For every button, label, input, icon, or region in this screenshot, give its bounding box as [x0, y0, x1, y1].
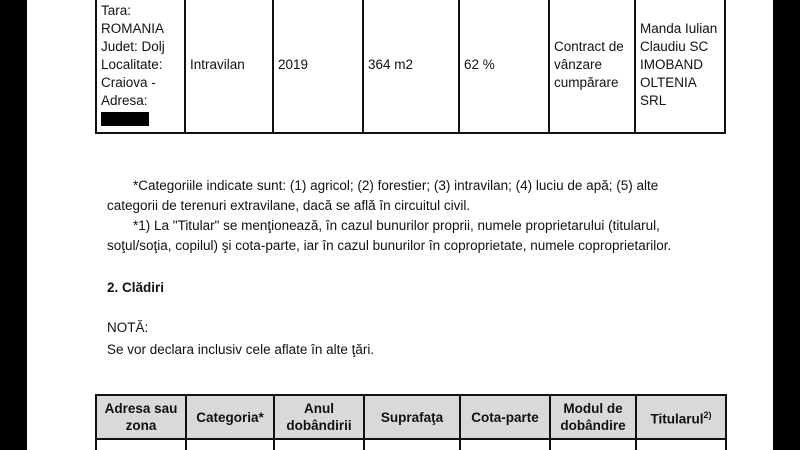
year-cell: 2019	[273, 0, 363, 133]
table-header-row	[96, 395, 726, 439]
section-title: 2. Clădiri	[107, 280, 165, 295]
header-year: Anul dobândirii	[274, 395, 364, 439]
header-address: Adresa sau zona	[96, 395, 186, 439]
land-table	[95, 0, 726, 134]
header-holder: Titularul$^{2)}$	[636, 395, 726, 439]
categories-note: *Categoriile indicate sunt: (1) agricol; (2) forestier; (3) intravilan; (4) luciu de apă; (5) alte categorii de terenuri extravilane, dacă se află în circuitul civil.	[107, 178, 659, 213]
area-cell: 364 m2	[363, 0, 459, 133]
table-row	[96, 439, 726, 450]
address-line: Localitate:	[101, 57, 163, 72]
category-cell: Intravilan	[185, 0, 273, 133]
header-mode: Modul de dobândire	[550, 395, 636, 439]
acquisition-mode-cell: Contract de vânzare cumpărare	[549, 0, 635, 133]
header-area: Suprafaţa	[364, 395, 460, 439]
nota-text: Se vor declara inclusiv cele aflate în alte ţări.	[107, 342, 375, 357]
header-share: Cota-parte	[460, 395, 550, 439]
holder-note: *1) La "Titular" se menţionează, în cazul bunurilor proprii, numele proprietarului (titularul, soţul/soţia, copilul) şi cota-parte, iar în cazul bunurilor în coproprietate, numele coproprietarilor.	[107, 218, 672, 253]
address-line: Craiova -	[101, 75, 156, 90]
address-cell	[96, 0, 185, 133]
share-cell: 62 %	[459, 0, 549, 133]
address-line: ROMANIA	[101, 21, 165, 36]
address-line: Tara:	[101, 3, 132, 18]
table-row	[96, 0, 725, 133]
redaction-box	[101, 112, 149, 126]
nota-label: NOTĂ:	[107, 320, 149, 335]
buildings-table	[95, 394, 727, 450]
header-category: Categoria*	[186, 395, 274, 439]
address-line: Judet: Dolj	[101, 39, 165, 54]
document-page	[27, 0, 773, 450]
address-line: Adresa:	[101, 93, 148, 108]
holder-cell: Manda Iulian Claudiu SC IMOBAND OLTENIA SRL	[635, 0, 725, 133]
